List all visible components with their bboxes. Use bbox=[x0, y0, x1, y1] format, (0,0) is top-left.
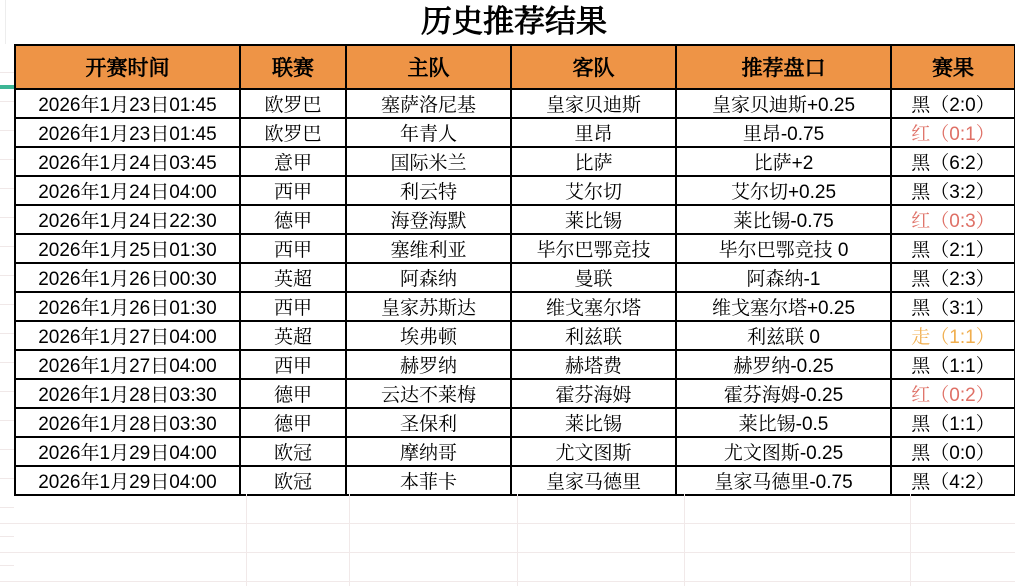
cell-away-team[interactable]: 比萨 bbox=[511, 147, 676, 176]
cell-away-team[interactable]: 霍芬海姆 bbox=[511, 379, 676, 408]
cell-home-team[interactable]: 年青人 bbox=[346, 118, 511, 147]
cell-league[interactable]: 德甲 bbox=[240, 205, 346, 234]
gridline bbox=[349, 494, 350, 586]
cell-away-team[interactable]: 皇家马德里 bbox=[511, 466, 676, 495]
cell-home-team[interactable]: 国际米兰 bbox=[346, 147, 511, 176]
cell-start-time[interactable]: 2026年1月29日04:00 bbox=[15, 437, 240, 466]
cell-home-team[interactable]: 埃弗顿 bbox=[346, 321, 511, 350]
cell-handicap[interactable]: 尤文图斯-0.25 bbox=[676, 437, 891, 466]
cell-home-team[interactable]: 圣保利 bbox=[346, 408, 511, 437]
cell-away-team[interactable]: 里昂 bbox=[511, 118, 676, 147]
col-header-start-time[interactable]: 开赛时间 bbox=[15, 45, 240, 89]
gridline bbox=[246, 494, 247, 586]
gridline bbox=[0, 581, 1015, 582]
col-header-home-team[interactable]: 主队 bbox=[346, 45, 511, 89]
cell-away-team[interactable]: 莱比锡 bbox=[511, 408, 676, 437]
cell-league[interactable]: 西甲 bbox=[240, 234, 346, 263]
cell-start-time[interactable]: 2026年1月26日00:30 bbox=[15, 263, 240, 292]
cell-start-time[interactable]: 2026年1月27日04:00 bbox=[15, 321, 240, 350]
cell-away-team[interactable]: 莱比锡 bbox=[511, 205, 676, 234]
cell-result[interactable]: 黑（4:2） bbox=[891, 466, 1015, 495]
cell-away-team[interactable]: 赫塔费 bbox=[511, 350, 676, 379]
cell-handicap[interactable]: 利兹联 0 bbox=[676, 321, 891, 350]
cell-handicap[interactable]: 莱比锡-0.5 bbox=[676, 408, 891, 437]
cell-handicap[interactable]: 皇家贝迪斯+0.25 bbox=[676, 89, 891, 118]
cell-handicap[interactable]: 比萨+2 bbox=[676, 147, 891, 176]
freeze-pane-marker bbox=[0, 85, 14, 89]
cell-home-team[interactable]: 摩纳哥 bbox=[346, 437, 511, 466]
cell-handicap[interactable]: 霍芬海姆-0.25 bbox=[676, 379, 891, 408]
cell-start-time[interactable]: 2026年1月29日04:00 bbox=[15, 466, 240, 495]
cell-home-team[interactable]: 塞萨洛尼基 bbox=[346, 89, 511, 118]
cell-away-team[interactable]: 曼联 bbox=[511, 263, 676, 292]
table-row bbox=[15, 350, 1015, 379]
cell-league[interactable]: 德甲 bbox=[240, 408, 346, 437]
cell-start-time[interactable]: 2026年1月28日03:30 bbox=[15, 379, 240, 408]
cell-league[interactable]: 德甲 bbox=[240, 379, 346, 408]
results-table bbox=[14, 44, 1015, 496]
cell-result[interactable]: 黑（3:1） bbox=[891, 292, 1015, 321]
col-header-recommended-handicap[interactable]: 推荐盘口 bbox=[676, 45, 891, 89]
cell-handicap[interactable]: 毕尔巴鄂竞技 0 bbox=[676, 234, 891, 263]
cell-away-team[interactable]: 皇家贝迪斯 bbox=[511, 89, 676, 118]
cell-start-time[interactable]: 2026年1月24日03:45 bbox=[15, 147, 240, 176]
cell-handicap[interactable]: 阿森纳-1 bbox=[676, 263, 891, 292]
cell-handicap[interactable]: 赫罗纳-0.25 bbox=[676, 350, 891, 379]
cell-start-time[interactable]: 2026年1月28日03:30 bbox=[15, 408, 240, 437]
cell-home-team[interactable]: 云达不莱梅 bbox=[346, 379, 511, 408]
cell-home-team[interactable]: 阿森纳 bbox=[346, 263, 511, 292]
col-header-away-team[interactable]: 客队 bbox=[511, 45, 676, 89]
table-header-row bbox=[15, 45, 1015, 89]
cell-start-time[interactable]: 2026年1月24日04:00 bbox=[15, 176, 240, 205]
cell-league[interactable]: 意甲 bbox=[240, 147, 346, 176]
cell-home-team[interactable]: 皇家苏斯达 bbox=[346, 292, 511, 321]
gridline bbox=[684, 494, 685, 586]
cell-away-team[interactable]: 维戈塞尔塔 bbox=[511, 292, 676, 321]
table-row bbox=[15, 118, 1015, 147]
cell-away-team[interactable]: 尤文图斯 bbox=[511, 437, 676, 466]
cell-league[interactable]: 欧冠 bbox=[240, 466, 346, 495]
table-row bbox=[15, 176, 1015, 205]
cell-result[interactable]: 黑（2:3） bbox=[891, 263, 1015, 292]
cell-home-team[interactable]: 利云特 bbox=[346, 176, 511, 205]
cell-result[interactable]: 黑（1:1） bbox=[891, 350, 1015, 379]
cell-result[interactable]: 黑（2:0） bbox=[891, 89, 1015, 118]
cell-home-team[interactable]: 本菲卡 bbox=[346, 466, 511, 495]
cell-result[interactable]: 黑（1:1） bbox=[891, 408, 1015, 437]
cell-league[interactable]: 欧冠 bbox=[240, 437, 346, 466]
cell-result[interactable]: 黑（3:2） bbox=[891, 176, 1015, 205]
gutter-gridline bbox=[5, 0, 6, 44]
table-row bbox=[15, 466, 1015, 495]
cell-away-team[interactable]: 毕尔巴鄂竞技 bbox=[511, 234, 676, 263]
col-header-result[interactable]: 赛果 bbox=[891, 45, 1015, 89]
cell-home-team[interactable]: 赫罗纳 bbox=[346, 350, 511, 379]
table-row bbox=[15, 263, 1015, 292]
cell-start-time[interactable]: 2026年1月26日01:30 bbox=[15, 292, 240, 321]
cell-start-time[interactable]: 2026年1月27日04:00 bbox=[15, 350, 240, 379]
table-row bbox=[15, 89, 1015, 118]
cell-result[interactable]: 红（0:2） bbox=[891, 379, 1015, 408]
table-row bbox=[15, 321, 1015, 350]
col-header-league[interactable]: 联赛 bbox=[240, 45, 346, 89]
table-row bbox=[15, 147, 1015, 176]
gridline bbox=[0, 523, 1015, 524]
table-row bbox=[15, 292, 1015, 321]
cell-result[interactable]: 红（0:1） bbox=[891, 118, 1015, 147]
gridline bbox=[517, 494, 518, 586]
cell-start-time[interactable]: 2026年1月23日01:45 bbox=[15, 89, 240, 118]
table-row bbox=[15, 437, 1015, 466]
cell-result[interactable]: 红（0:3） bbox=[891, 205, 1015, 234]
cell-start-time[interactable]: 2026年1月24日22:30 bbox=[15, 205, 240, 234]
cell-start-time[interactable]: 2026年1月25日01:30 bbox=[15, 234, 240, 263]
cell-result[interactable]: 走（1:1） bbox=[891, 321, 1015, 350]
table-row bbox=[15, 379, 1015, 408]
cell-handicap[interactable]: 艾尔切+0.25 bbox=[676, 176, 891, 205]
cell-handicap[interactable]: 皇家马德里-0.75 bbox=[676, 466, 891, 495]
cell-home-team[interactable]: 塞维利亚 bbox=[346, 234, 511, 263]
cell-league[interactable]: 英超 bbox=[240, 321, 346, 350]
row-gutter bbox=[0, 44, 14, 586]
cell-away-team[interactable]: 艾尔切 bbox=[511, 176, 676, 205]
cell-away-team[interactable]: 利兹联 bbox=[511, 321, 676, 350]
gridline bbox=[910, 494, 911, 586]
cell-league[interactable]: 英超 bbox=[240, 263, 346, 292]
cell-handicap[interactable]: 莱比锡-0.75 bbox=[676, 205, 891, 234]
cell-league[interactable]: 欧罗巴 bbox=[240, 89, 346, 118]
table-row bbox=[15, 234, 1015, 263]
cell-start-time[interactable]: 2026年1月23日01:45 bbox=[15, 118, 240, 147]
cell-league[interactable]: 西甲 bbox=[240, 176, 346, 205]
cell-league[interactable]: 西甲 bbox=[240, 292, 346, 321]
gridline bbox=[0, 552, 1015, 553]
cell-league[interactable]: 欧罗巴 bbox=[240, 118, 346, 147]
cell-result[interactable]: 黑（0:0） bbox=[891, 437, 1015, 466]
page-title: 历史推荐结果 bbox=[421, 4, 607, 39]
cell-home-team[interactable]: 海登海默 bbox=[346, 205, 511, 234]
cell-handicap[interactable]: 里昂-0.75 bbox=[676, 118, 891, 147]
cell-result[interactable]: 黑（6:2） bbox=[891, 147, 1015, 176]
cell-result[interactable]: 黑（2:1） bbox=[891, 234, 1015, 263]
cell-handicap[interactable]: 维戈塞尔塔+0.25 bbox=[676, 292, 891, 321]
cell-league[interactable]: 西甲 bbox=[240, 350, 346, 379]
table-row bbox=[15, 408, 1015, 437]
table-row bbox=[15, 205, 1015, 234]
